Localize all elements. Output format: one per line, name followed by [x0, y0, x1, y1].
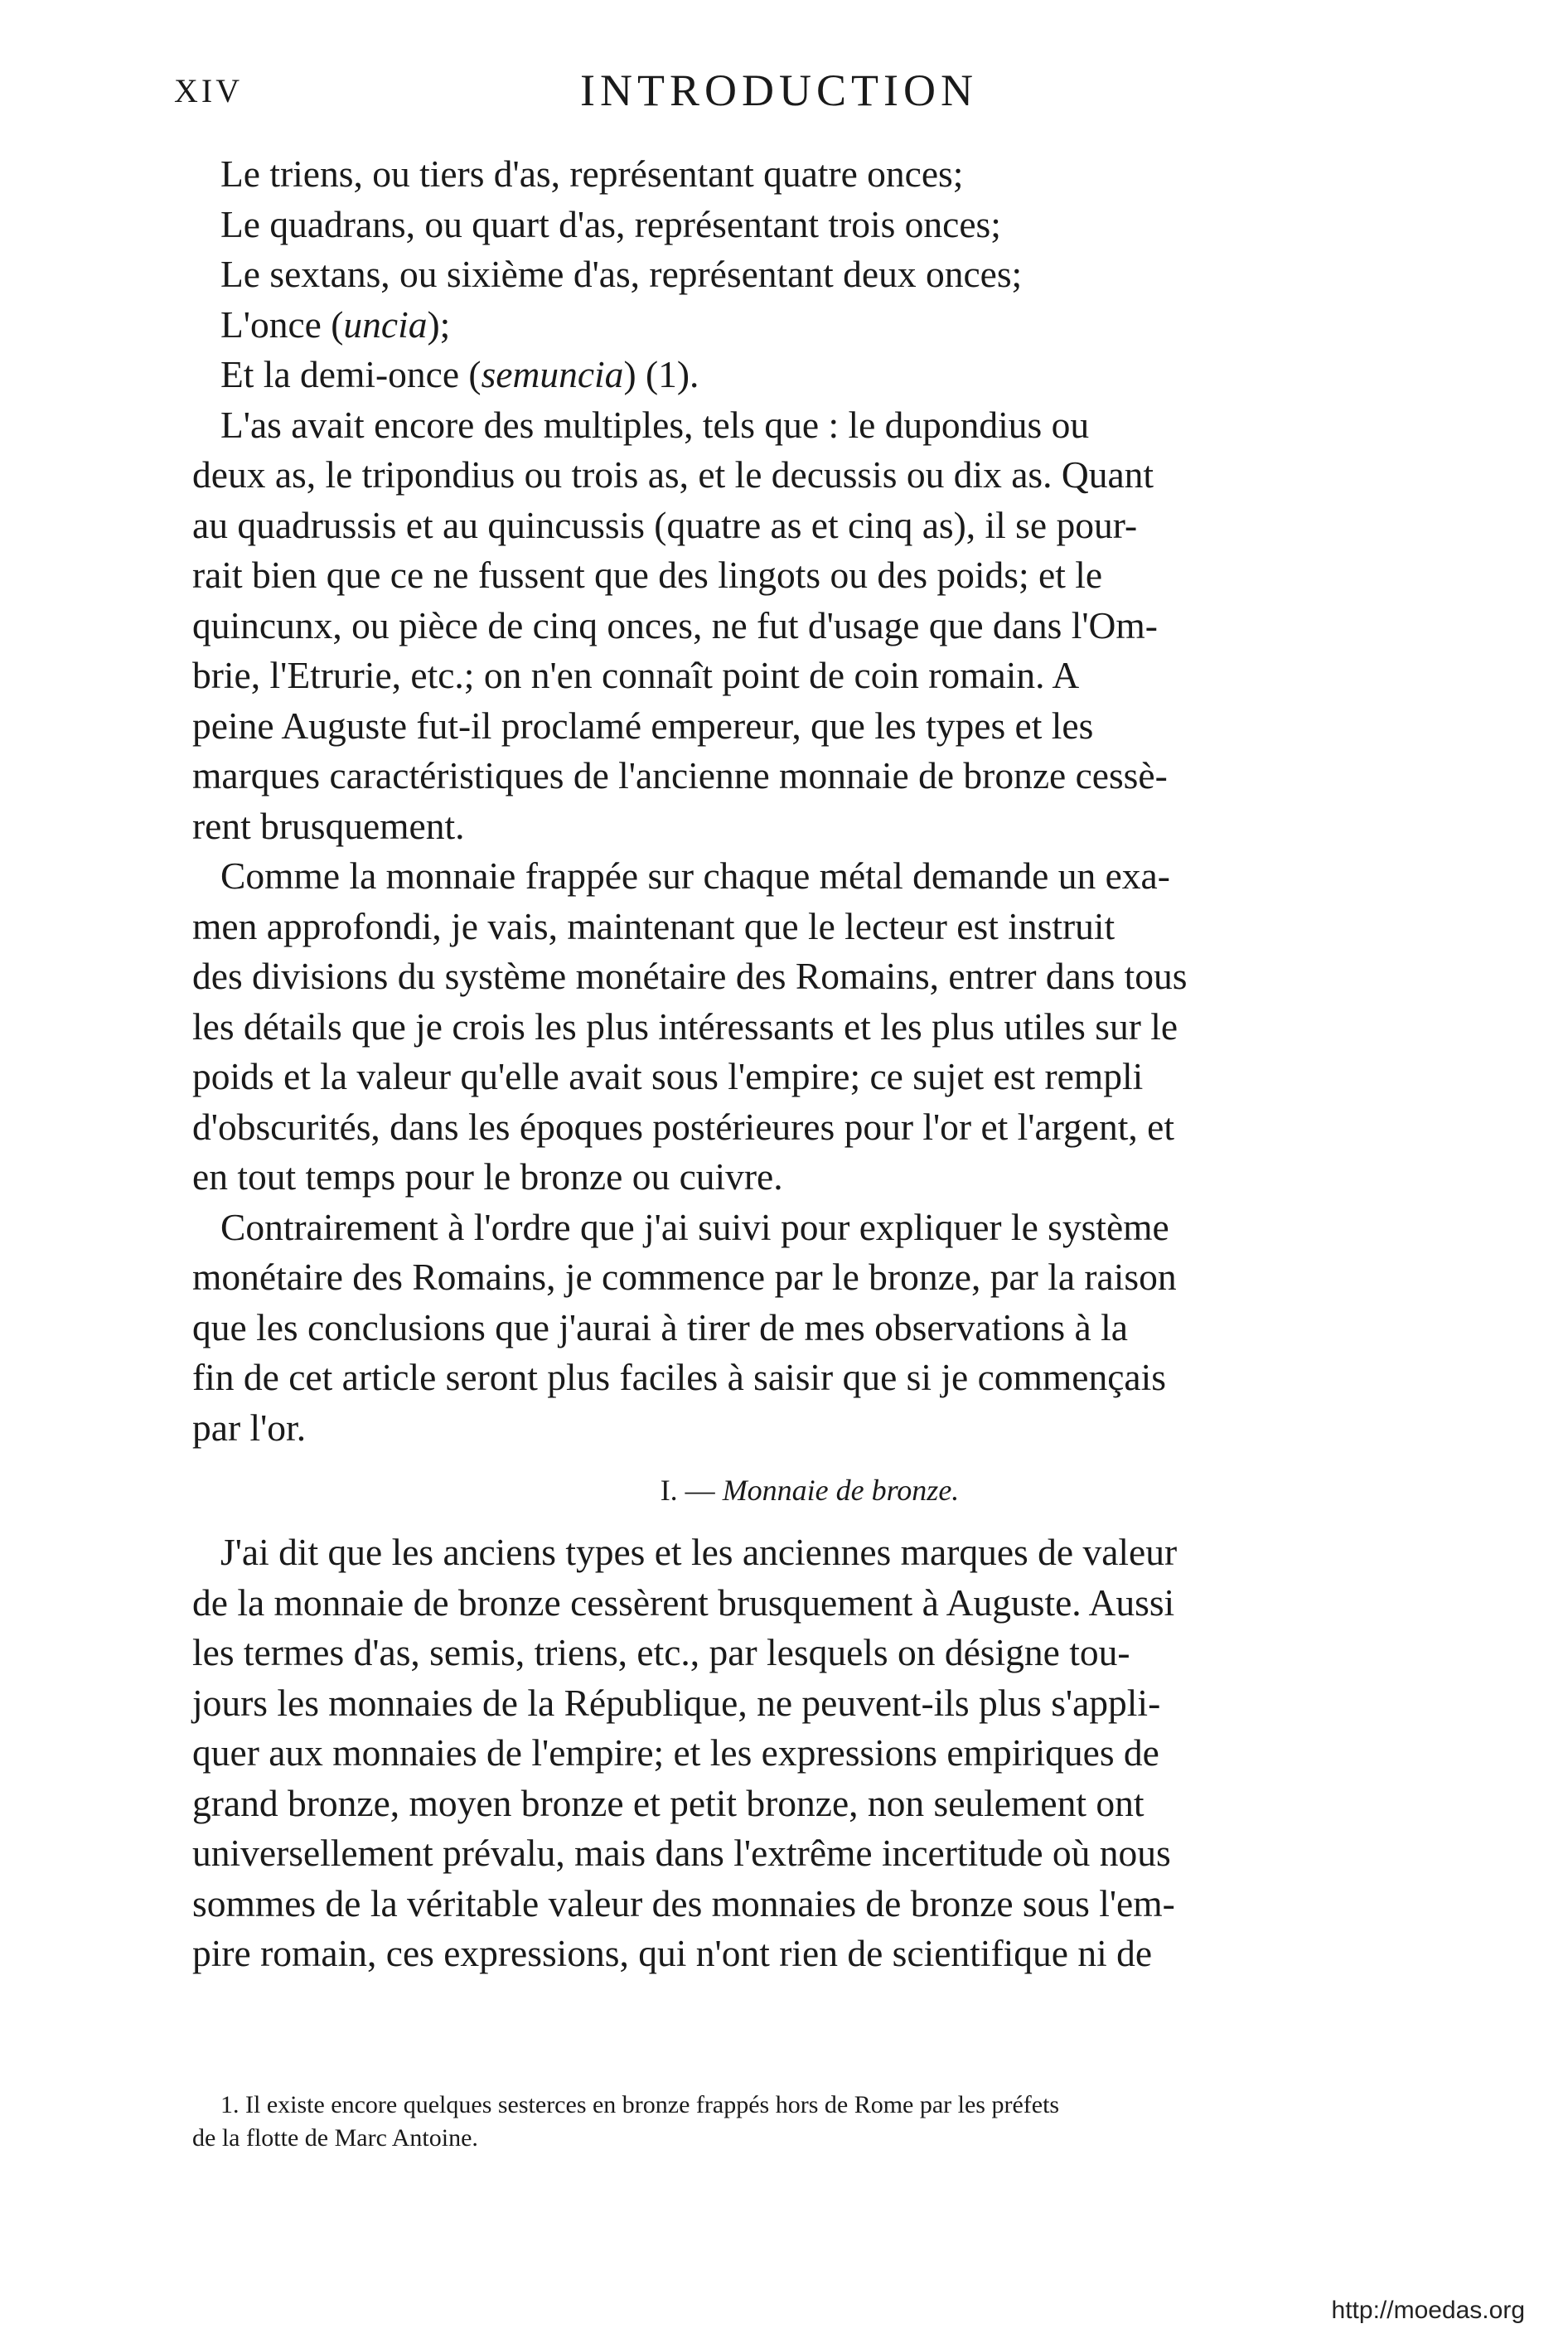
paragraph-line: par l'or.	[192, 1406, 307, 1449]
semuncia-after: ) (1).	[623, 353, 699, 395]
paragraph-line: quer aux monnaies de l'empire; et les expressions empiriques de	[192, 1731, 1159, 1774]
list-line-triens: Le triens, ou tiers d'as, représentant quatre onces;	[220, 152, 964, 195]
running-title: INTRODUCTION	[580, 65, 978, 115]
paragraph-line: sommes de la véritable valeur des monnaies de bronze sous l'em-	[192, 1881, 1175, 1924]
paragraph-line: men approfondi, je vais, maintenant que le lecteur est instruit	[192, 904, 1116, 947]
source-url: http://moedas.org	[1331, 2297, 1525, 2324]
section-number: I. —	[660, 1474, 715, 1507]
paragraph-line: d'obscurités, dans les époques postérieures pour l'or et l'argent, et	[192, 1105, 1174, 1148]
footnote-line: de la flotte de Marc Antoine.	[192, 2124, 478, 2152]
paragraph-line: universellement prévalu, mais dans l'extrême incertitude où nous	[192, 1832, 1171, 1874]
uncia-term: uncia	[343, 303, 428, 346]
paragraph-line: quincunx, ou pièce de cinq onces, ne fut d'usage que dans l'Om-	[192, 603, 1158, 646]
paragraph-line: fin de cet article seront plus faciles à saisir que si je commençais	[192, 1356, 1166, 1398]
paragraph-line: des divisions du système monétaire des Romains, entrer dans tous	[192, 955, 1188, 997]
paragraph-line: grand bronze, moyen bronze et petit bronze, non seulement ont	[192, 1781, 1145, 1824]
page-body	[192, 149, 1394, 1979]
paragraph-bronze	[192, 1527, 1394, 1979]
paragraph-line: jours les monnaies de la République, ne peuvent-ils plus s'appli-	[192, 1681, 1161, 1724]
footnote	[192, 2089, 1394, 2155]
paragraph-line: monétaire des Romains, je commence par le bronze, par la raison	[192, 1256, 1177, 1298]
paragraph-line: les détails que je crois les plus intéressants et les plus utiles sur le	[192, 1005, 1178, 1048]
paragraph-line: deux as, le tripondius ou trois as, et le decussis ou dix as. Quant	[192, 453, 1154, 496]
semuncia-term: semuncia	[481, 353, 624, 395]
paragraph-line: que les conclusions que j'aurai à tirer de mes observations à la	[192, 1305, 1128, 1348]
section-heading	[192, 1453, 1394, 1527]
paragraph-line: Comme la monnaie frappée sur chaque métal demande un exa-	[220, 854, 1170, 897]
paragraph-line: Contrairement à l'ordre que j'ai suivi pour expliquer le système	[220, 1205, 1169, 1248]
uncia-before: L'once (	[220, 303, 344, 346]
paragraph-ordre	[192, 1203, 1394, 1454]
paragraph-line: marques caractéristiques de l'ancienne monnaie de bronze cessè-	[192, 754, 1168, 796]
paragraph-line: poids et la valeur qu'elle avait sous l'empire; ce sujet est rempli	[192, 1055, 1144, 1097]
uncia-after: );	[427, 303, 451, 346]
list-line-sextans: Le sextans, ou sixième d'as, représentant deux onces;	[220, 253, 1023, 295]
list-line-uncia	[192, 300, 1394, 351]
paragraph-line: en tout temps pour le bronze ou cuivre.	[192, 1155, 783, 1198]
paragraph-line: les termes d'as, semis, triens, etc., par lesquels on désigne tou-	[192, 1631, 1130, 1673]
list-line-semuncia	[192, 350, 1394, 400]
semuncia-before: Et la demi-once (	[220, 353, 482, 395]
paragraph-line: L'as avait encore des multiples, tels que : le dupondius ou	[220, 403, 1090, 446]
paragraph-line: de la monnaie de bronze cessèrent brusquement à Auguste. Aussi	[192, 1581, 1175, 1624]
paragraph-line: rait bien que ce ne fussent que des lingots ou des poids; et le	[192, 554, 1103, 596]
section-title: Monnaie de bronze.	[722, 1474, 960, 1507]
paragraph-multiples	[192, 400, 1394, 852]
paragraph-line: pire romain, ces expressions, qui n'ont rien de scientifique ni de	[192, 1932, 1153, 1974]
paragraph-line: rent brusquement.	[192, 804, 465, 847]
page-number: XIV	[174, 72, 244, 109]
paragraph-line: peine Auguste fut-il proclamé empereur, que les types et les	[192, 704, 1094, 747]
paragraph-line: J'ai dit que les anciens types et les anciennes marques de valeur	[220, 1531, 1178, 1573]
paragraph-line: au quadrussis et au quincussis (quatre as et cinq as), il se pour-	[192, 503, 1138, 546]
paragraph-line: brie, l'Etrurie, etc.; on n'en connaît point de coin romain. A	[192, 654, 1080, 696]
list-line-quadrans: Le quadrans, ou quart d'as, représentant trois onces;	[220, 202, 1001, 245]
paragraph-examen	[192, 851, 1394, 1203]
footnote-line: 1. Il existe encore quelques sesterces en bronze frappés hors de Rome par les préfets	[220, 2091, 1060, 2118]
